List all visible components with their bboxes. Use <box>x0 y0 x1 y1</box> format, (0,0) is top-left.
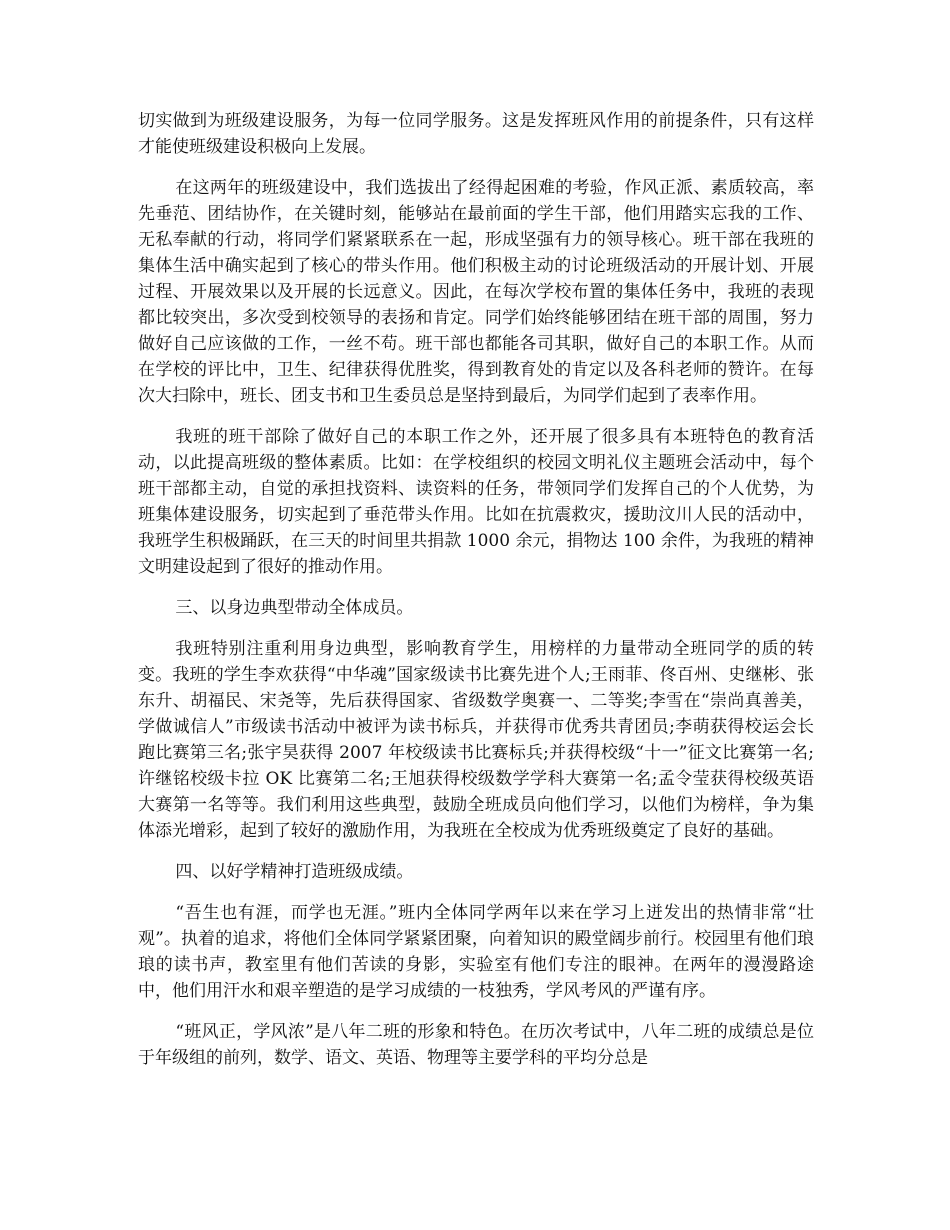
paragraph-continuation: 切实做到为班级建设服务，为每一位同学服务。这是发挥班风作用的前提条件，只有这样才能使班级建设积极向上发展。 <box>138 111 814 157</box>
section-heading-three: 三、以身边典型带动全体成员。 <box>175 598 414 618</box>
paragraph-role-models: 我班特别注重利用身边典型，影响教育学生，用榜样的力量带动全班同学的质的转变。我班的学生李欢获得“中华魂”国家级读书比赛先进个人;王雨菲、佟百州、史继彬、张东升、胡福民、宋尧等，先后获得国家、省级数学奥赛一、二等奖;李雪在“崇尚真善美，学做诚信人”市级读书活动中被评为读书标兵，并获得市优秀共青团员;李萌获得校运会长跑比赛第三名;张宇昊获得 2007 年校级读书比赛标兵;并获得校级“十一”征文比赛第一名;许继铭校级卡拉 OK 比赛第二名;王旭获得校级数学学科大赛第一名;孟令莹获得校级英语大赛第一名等等。我们利用这些典型，鼓励全班成员向他们学习，以他们为榜样，争为集体添光增彩，起到了较好的激励作用，为我班在全校成为优秀班级奠定了良好的基础。 <box>138 639 814 841</box>
document-body <box>138 108 814 1086</box>
paragraph-class-cadres: 在这两年的班级建设中，我们选拔出了经得起困难的考验，作风正派、素质较高，率先垂范、团结协作，在关键时刻，能够站在最前面的学生干部，他们用踏实忘我的工作、无私奉献的行动，将同学们紧紧联系在一起，形成坚强有力的领导核心。班干部在我班的集体生活中确实起到了核心的带头作用。他们积极主动的讨论班级活动的开展计划、开展过程、开展效果以及开展的长远意义。因此，在每次学校布置的集体任务中，我班的表现都比较突出，多次受到校领导的表扬和肯定。同学们始终能够团结在班干部的周围，努力做好自己应该做的工作，一丝不苟。班干部也都能各司其职，做好自己的本职工作。从而在学校的评比中，卫生、纪律获得优胜奖，得到教育处的肯定以及各科老师的赞许。在每次大扫除中，班长、团支书和卫生委员总是坚持到最后，为同学们起到了表率作用。 <box>138 178 814 406</box>
paragraph-class-results: “班风正，学风浓”是八年二班的形象和特色。在历次考试中，八年二班的成绩总是位于年级组的前列，数学、语文、英语、物理等主要学科的平均分总是 <box>138 1022 814 1068</box>
paragraph-study-spirit: “吾生也有涯，而学也无涯。”班内全体同学两年以来在学习上迸发出的热情非常“壮观”。执着的追求，将他们全体同学紧紧团聚，向着知识的殿堂阔步前行。校园里有他们琅琅的读书声，教室里有他们苦读的身影，实验室有他们专注的眼神。在两年的漫漫路途中，他们用汗水和艰辛塑造的是学习成绩的一枝独秀，学风考风的严谨有序。 <box>138 903 814 1001</box>
section-heading-four: 四、以好学精神打造班级成绩。 <box>175 862 414 882</box>
paragraph-class-activities: 我班的班干部除了做好自己的本职工作之外，还开展了很多具有本班特色的教育活动，以此提高班级的整体素质。比如：在学校组织的校园文明礼仪主题班会活动中，每个班干部都主动，自觉的承担找资料、读资料的任务，带领同学们发挥自己的个人优势，为班集体建设服务，切实起到了垂范带头作用。比如在抗震救灾，援助汶川人民的活动中，我班学生积极踊跃，在三天的时间里共捐款 1000 余元，捐物达 100 余件，为我班的精神文明建设起到了很好的推动作用。 <box>138 427 814 577</box>
